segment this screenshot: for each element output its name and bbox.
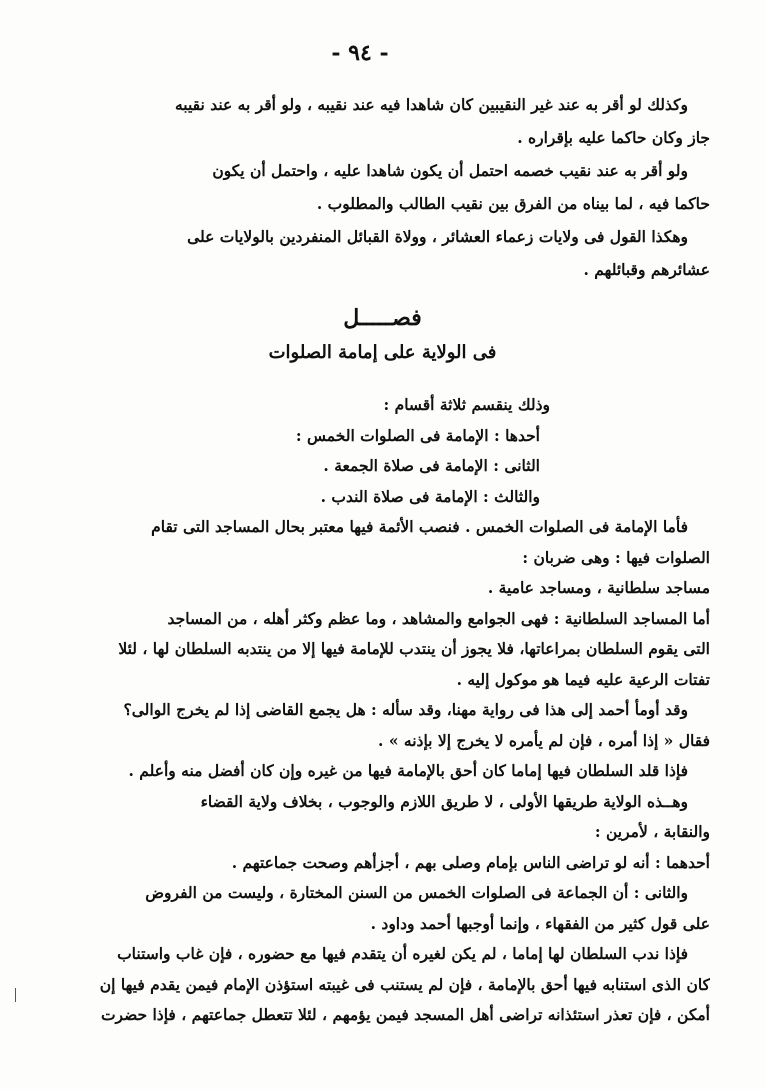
body-line: كان الذى استنابه فيها أحق بالإمامة ، فإن لم يستنب فى غيبته استؤذن الإمام فيمن يقدم فيها إن — [99, 974, 710, 994]
section-body — [60, 390, 710, 1031]
body-line: الثانى : الإمامة فى صلاة الجمعة . — [323, 456, 540, 475]
body-line: أحدها : الإمامة فى الصلوات الخمس : — [295, 425, 540, 445]
paragraph-line: وكذلك لو أقر به عند غير النقيبين كان شاهدا فيه عند نقيبه ، ولو أقر به عند نقيبه — [175, 95, 688, 114]
body-line: فأما الإمامة فى الصلوات الخمس . فنصب الأئمة فيها معتبر بحال المساجد التى تقام — [151, 517, 688, 536]
body-line: تفتات الرعية عليه فيما هو موكول إليه . — [456, 669, 710, 689]
body-line: والثانى : أن الجماعة فى الصلوات الخمس من السنن المختارة ، وليست من الفروض — [145, 883, 688, 902]
section-title: فصـــــل — [343, 305, 422, 331]
body-line: والثالث : الإمامة فى صلاة الندب . — [320, 486, 540, 506]
body-line: أمكن ، فإن تعذر استئذانه تراضى أهل المسجد فيمن يؤمهم ، لئلا تتعطل جماعتهم ، فإذا حضرت — [100, 1005, 710, 1024]
body-line: فقال « إذا أمره ، فإن لم يأمره لا يخرج إلا بإذنه » . — [378, 730, 710, 750]
body-line: أحدهما : أنه لو تراضى الناس بإمام وصلى بهم ، أجزأهم وصحت جماعتهم . — [231, 852, 710, 872]
body-line: وقد أومأ أحمد إلى هذا فى رواية مهنا، وقد سأله : هل يجمع القاضى إذا لم يخرج الوالى؟ — [123, 700, 688, 719]
body-line: فإذا ندب السلطان لها إماما ، لم يكن لغيره أن يتقدم فيها مع حضوره ، فإن غاب واستناب — [117, 944, 688, 963]
paragraph-line: جاز وكان حاكما عليه بإقراره . — [517, 128, 710, 147]
body-line: وذلك ينقسم ثلاثة أقسام : — [383, 395, 550, 414]
body-line: فإذا قلد السلطان فيها إماما كان أحق بالإمامة فيها من غيره وإن كان أفضل منه وأعلم . — [128, 761, 688, 780]
body-line: والنقابة ، لأمرين : — [594, 822, 710, 841]
paragraph-line: ولو أقر به عند نقيب خصمه احتمل أن يكون شاهدا عليه ، واحتمل أن يكون — [212, 161, 688, 180]
body-line: وهــذه الولاية طريقها الأولى ، لا طريق اللازم والوجوب ، بخلاف ولاية القضاء — [200, 791, 688, 811]
paragraph-line: وهكذا القول فى ولايات زعماء العشائر ، وولاة القبائل المنفردين بالولايات على — [187, 227, 688, 246]
paragraph-line: حاكما فيه ، لما بيناه من الفرق بين نقيب الطالب والمطلوب . — [316, 194, 710, 213]
page-number: - ٩٤ - — [331, 40, 389, 66]
body-line: أما المساجد السلطانية : فهى الجوامع والمشاهد ، وما عظم وكثر أهله ، من المساجد — [167, 608, 710, 628]
body-line: على قول كثير من الفقهاء ، وإنما أوجبها أحمد وداود . — [370, 913, 710, 933]
top-paragraphs — [60, 88, 710, 286]
body-line: مساجد سلطانية ، ومساجد عامية . — [487, 578, 710, 597]
body-line: التى يقوم السلطان بمراعاتها، فلا يجوز أن ينتدب للإمامة فيها إلا من ينتدبه السلطان لها ، لئلا — [118, 639, 710, 658]
margin-mark — [15, 988, 16, 1002]
paragraph-line: عشائرهم وقبائلهم . — [583, 260, 710, 279]
section-subtitle: فى الولاية على إمامة الصلوات — [268, 342, 497, 363]
body-line: الصلوات فيها : وهى ضربان : — [522, 547, 710, 567]
